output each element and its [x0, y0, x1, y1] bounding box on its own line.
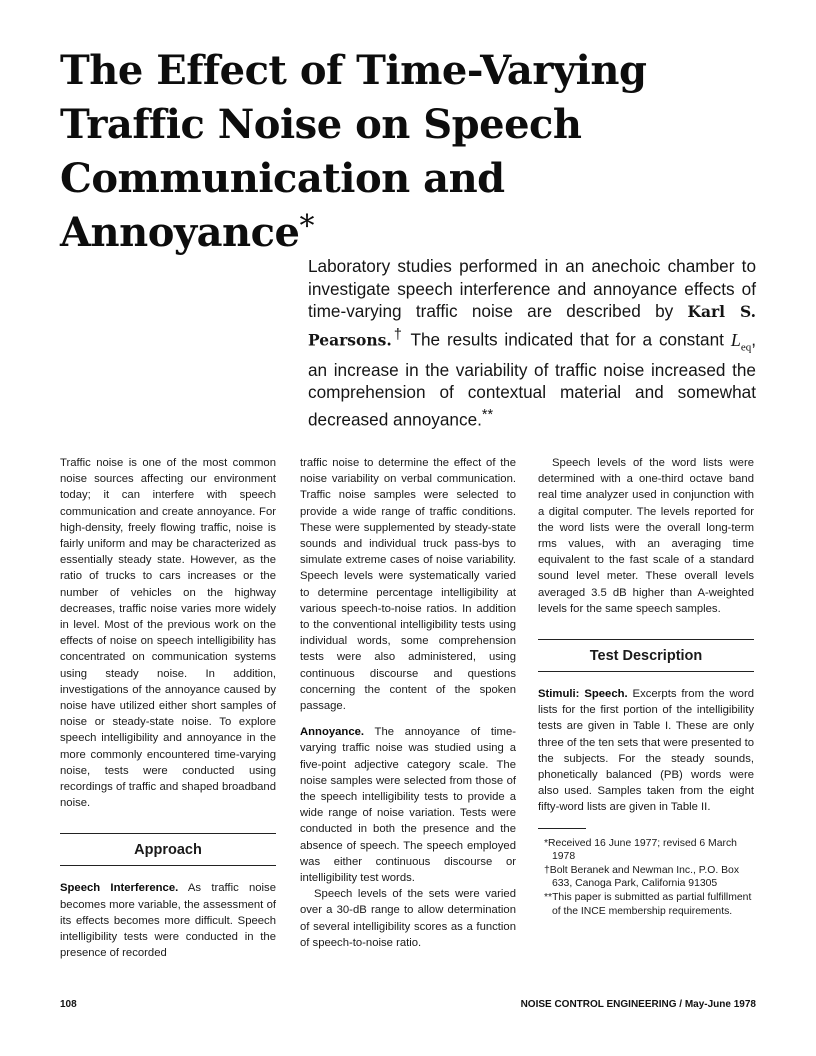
test-description-heading: Test Description	[538, 639, 754, 672]
article-title	[60, 44, 700, 260]
leq-subscript: eq	[740, 341, 752, 354]
body-column-2	[300, 455, 516, 951]
title-footnote-mark: *	[299, 209, 314, 244]
annoyance-label: Annoyance.	[300, 726, 365, 739]
author-footnote-mark: †	[391, 326, 404, 343]
journal-footer: NOISE CONTROL ENGINEERING / May-June 1978	[520, 999, 756, 1010]
speech-interference-paragraph	[60, 880, 276, 961]
abstract-middle: The results indicated that for a constant	[403, 329, 731, 350]
author-name: Karl S. Pearsons.	[308, 302, 756, 350]
continued-paragraph: traffic noise to determine the effect of the noise variability on verbal communication. Traffic noise samples were selected to provide a wide range of traffic conditions. These were supplemented by steady-state sounds and individual truck pass-bys to simulate extreme cases of noise variability. Speech levels were systematically varied to determine percentage intelligibility at various speech-to-noise ratios. In addition to the conventional intelligibility tests using individual words, some comprehension tests were also administered, using continuous discourse and questions concerning the content of the spoken passage.	[300, 457, 516, 713]
paragraph-gap	[300, 714, 516, 724]
abstract-footnote-mark: **	[481, 406, 494, 423]
title-text: The Effect of Time-Varying Traffic Noise on Speech Communication and Annoyance	[60, 47, 647, 256]
body-column-3	[538, 455, 754, 918]
speech-levels-paragraph: Speech levels of the word lists were determined with a one-third octave band real time analyzer used in conjunction with a digital computer. The levels reported for the word lists were the overall long-term rms values, with an averaging time equivalent to the fast scale of a standard sound level meter. These overall levels averaged 3.5 dB higher than A-weighted levels for the same speech samples.	[538, 457, 754, 615]
speech-levels-range-paragraph: Speech levels of the sets were varied over a 30-dB range to allow determination of several intelligibility scores as a function of speech-to-noise ratio.	[300, 888, 516, 949]
body-column-1	[60, 455, 276, 961]
stimuli-text: Excerpts from the word lists for the first portion of the intelligibility tests are given in Table I. These are only three of the ten sets that were presented to the subjects. For the steady sounds, phonetically balanced (PB) words were also used. Samples taken from the eight fifty-word lists are given in Table II.	[538, 688, 754, 814]
footnote-rule	[538, 828, 586, 829]
abstract-lead: Laboratory studies performed in an anechoic chamber to investigate speech interference and annoyance effects of time-varying traffic noise are described by	[308, 256, 756, 322]
speech-interference-label: Speech Interference.	[60, 882, 179, 895]
footnote-membership: **This paper is submitted as partial fulfillment of the INCE membership requirements.	[544, 892, 752, 917]
footnote-received: *Received 16 June 1977; revised 6 March 1978	[544, 837, 737, 863]
stimuli-paragraph	[538, 686, 754, 816]
approach-heading: Approach	[60, 833, 276, 866]
stimuli-label: Stimuli: Speech.	[538, 688, 628, 701]
leq-symbol	[730, 329, 752, 354]
footnote-affiliation: †Bolt Beranek and Newman Inc., P.O. Box 633, Canoga Park, California 91305	[544, 864, 740, 890]
abstract	[308, 255, 756, 431]
intro-paragraph: Traffic noise is one of the most common noise sources affecting our environment today; it can interfere with speech communication and create annoyance. For high-density, freely flowing traffic, noise is fairly uniform and may be characterized as essentially steady state. However, as the ratio of trucks to cars increases or the number of vehicles on the highway decreases, traffic noise varies more widely in level. Most of the previous work on the effects of noise on speech intelligibility has concentrated on communication systems using steady noise. In addition, investigations of the annoyance caused by noise have utilized either short samples of noise or steady-state noise. To explore speech intelligibility and annoyance in the more commonly encountered time-varying noise, tests were conducted using recordings of traffic and shaped broadband noise.	[60, 457, 276, 810]
page-number: 108	[60, 999, 77, 1010]
annoyance-paragraph	[300, 724, 516, 886]
abstract-tail: , an increase in the variability of traffic noise increased the comprehension of contextual material and somewhat decreased annoyance.	[308, 329, 756, 430]
leq-letter: L	[730, 329, 741, 350]
annoyance-text: The annoyance of time-varying traffic noise was studied using a five-point adjective category scale. The noise samples were selected from those of the speech intelligibility tests to provide a wide range of noise variation. Tests were conducted in both the presence and the absence of speech. The speech employed was either continuous discourse or intelligibility test words.	[300, 726, 516, 885]
speech-interference-text: As traffic noise becomes more variable, the assessment of its effects becomes more difficult. Speech intelligibility tests were conducted in the presence of recorded	[60, 882, 276, 960]
